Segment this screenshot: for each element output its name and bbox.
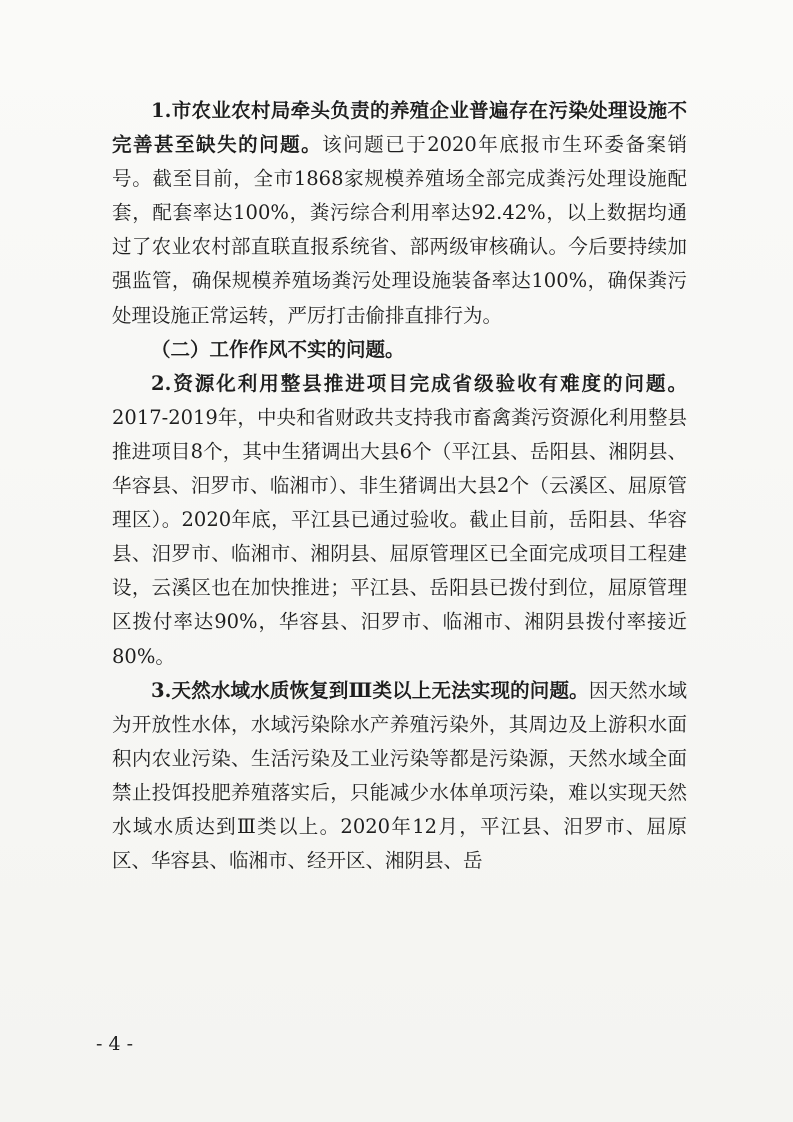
paragraph-3-heading: 3.天然水域水质恢复到Ⅲ类以上无法实现的问题。 [151,678,589,702]
paragraph-1-heading: 1.市农业农村局牵头负责的养殖企业普遍存在污染处理设施不完善甚至缺失的问题。 [112,99,687,157]
page-number: - 4 - [96,1033,134,1055]
paragraph-3-text: 因天然水域为开放性水体，水域污染除水产养殖污染外，其周边及上游积水面积内农业污染、生活污染及工业污染等都是污染源，天然水域全面禁止投饵投肥养殖落实后，只能减少水体单项污染，难以实现天然水域水质达到Ⅲ类以上。2020年12月，平江县、汨罗市、屈原区、华容县、临湘市、经开区、湘阴县、岳 [112,678,687,873]
paragraph-3 [112,674,687,879]
section-heading-2: （二）工作作风不实的问题。 [151,337,405,361]
paragraph-1 [112,94,687,333]
paragraph-2-text: 2017-2019年，中央和省财政共支持我市畜禽粪污资源化利用整县推进项目8个，其中生猪调出大县6个（平江县、岳阳县、湘阴县、华容县、汨罗市、临湘市）、非生猪调出大县2个（云溪区、屈原管理区）。2020年底，平江县已通过验收。截止目前，岳阳县、华容县、汨罗市、临湘市、湘阴县、屈原管理区已全面完成项目工程建设，云溪区也在加快推进；平江县、岳阳县已拨付到位，屈原管理区拨付率达90%，华容县、汨罗市、临湘市、湘阴县拨付率接近80%。 [112,405,687,668]
paragraph-1-text: 该问题已于2020年底报市生环委备案销号。截至目前，全市1868家规模养殖场全部完成粪污处理设施配套，配套率达100%，粪污综合利用率达92.42%，以上数据均通过了农业农村部直联直报系统省、部两级审核确认。今后要持续加强监管，确保规模养殖场粪污处理设施装备率达100%，确保粪污处理设施正常运转，严厉打击偷排直排行为。 [112,133,687,327]
paragraph-2-heading: 2.资源化利用整县推进项目完成省级验收有难度的问题。 [151,371,687,395]
paragraph-2 [112,367,687,674]
document-body [112,94,687,878]
